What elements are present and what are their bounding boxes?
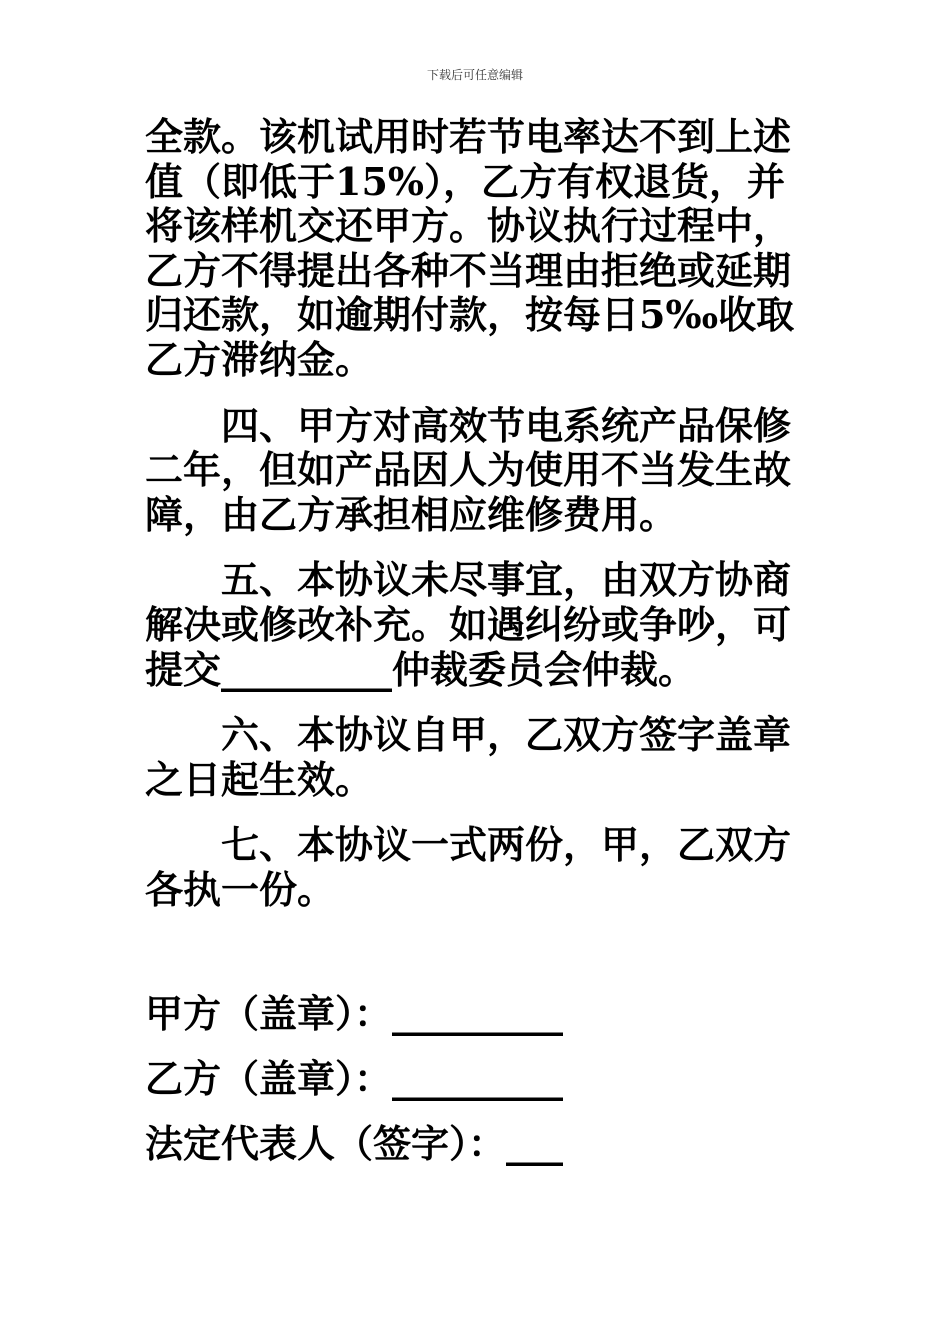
text-line: 五、本协议未尽事宜，由双方协商: [221, 557, 792, 603]
text-line: 归还款，如逾期付款，按每日5‰收取: [145, 292, 795, 338]
text-line: 全款。该机试用时若节电率达不到上述: [145, 114, 792, 159]
document-body: [145, 115, 805, 913]
page-header: 下载后可任意编辑: [426, 68, 523, 82]
clause-7: [145, 823, 805, 912]
legal-representative-signature-line: 法定代表人（签字）：___: [145, 1121, 564, 1166]
text-line: 二年，但如产品因人为使用不当发生故: [145, 447, 792, 493]
text-line: 七、本协议一式两份，甲，乙双方: [221, 822, 792, 868]
text-line: 乙方不得提出各种不当理由拒绝或延期: [145, 247, 792, 293]
text-line: 障，由乙方承担相应维修费用。: [145, 491, 678, 537]
signature-block: [145, 992, 805, 1187]
text-line: 之日起生效。: [145, 756, 374, 802]
text-line: 将该样机交还甲方。协议执行过程中，: [145, 203, 792, 249]
party-a-seal-line: 甲方（盖章）：_________: [145, 991, 564, 1036]
clause-3-continuation: [145, 115, 805, 383]
clause-4: [145, 404, 805, 538]
party-b-seal-line: 乙方（盖章）：_________: [145, 1056, 564, 1101]
text-line: 解决或修改补充。如遇纠纷或争吵，可: [145, 601, 792, 647]
text-line: 提交_________仲裁委员会仲裁。: [145, 646, 697, 692]
text-line: 值（即低于15%），乙方有权退货，并: [145, 158, 785, 204]
clause-6: [145, 713, 805, 802]
text-line: 六、本协议自甲，乙双方签字盖章: [221, 712, 792, 758]
text-line: 乙方滞纳金。: [145, 336, 374, 382]
text-line: 各执一份。: [145, 866, 336, 912]
text-line: 四、甲方对高效节电系统产品保修: [221, 402, 792, 448]
clause-5: [145, 558, 805, 692]
